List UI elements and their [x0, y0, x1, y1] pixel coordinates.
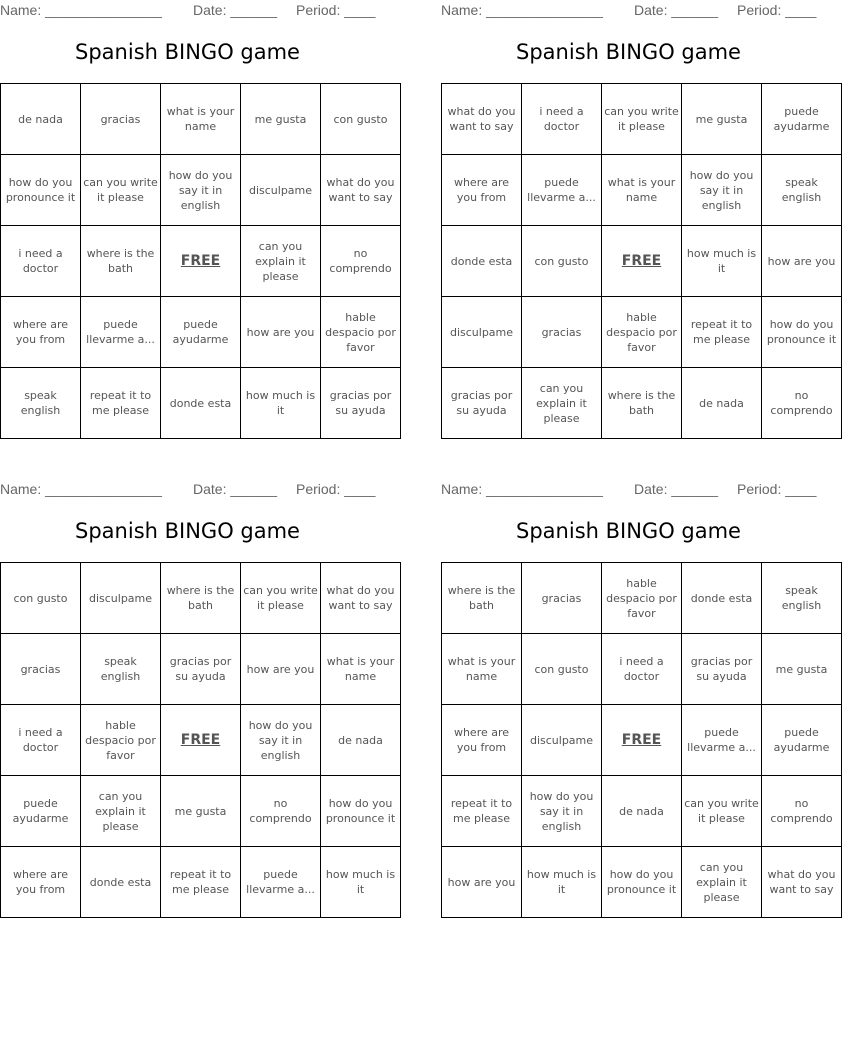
- bingo-cell: what do you want to say: [442, 84, 522, 155]
- grid-row: [1, 705, 401, 776]
- bingo-cell: puede llevarme a...: [241, 847, 321, 918]
- bingo-cell: con gusto: [321, 84, 401, 155]
- bingo-cell: what is your name: [442, 634, 522, 705]
- card-header: [441, 0, 816, 22]
- period-field: Period: ____: [737, 481, 817, 497]
- bingo-cell: me gusta: [161, 776, 241, 847]
- bingo-cell: what is your name: [161, 84, 241, 155]
- grid-row: [442, 368, 842, 439]
- bingo-cell: hable despacio por favor: [602, 297, 682, 368]
- date-field: Date: ______: [193, 2, 278, 18]
- bingo-cell: me gusta: [682, 84, 762, 155]
- grid-row: [1, 776, 401, 847]
- bingo-cell: how much is it: [682, 226, 762, 297]
- bingo-cell: i need a doctor: [1, 226, 81, 297]
- bingo-cell: donde esta: [682, 563, 762, 634]
- bingo-cell: me gusta: [762, 634, 842, 705]
- name-field: Name: _______________: [0, 2, 162, 18]
- bingo-cell: how are you: [241, 634, 321, 705]
- bingo-cell: i need a doctor: [522, 84, 602, 155]
- bingo-cell: disculpame: [241, 155, 321, 226]
- bingo-cell: repeat it to me please: [682, 297, 762, 368]
- bingo-cell: how do you say it in english: [682, 155, 762, 226]
- bingo-cell: where are you from: [442, 705, 522, 776]
- grid-row: [1, 847, 401, 918]
- bingo-cell: what is your name: [602, 155, 682, 226]
- grid-row: [442, 155, 842, 226]
- bingo-cell: how do you say it in english: [161, 155, 241, 226]
- bingo-cell: no comprendo: [321, 226, 401, 297]
- bingo-cell: gracias por su ayuda: [161, 634, 241, 705]
- grid-row: [1, 226, 401, 297]
- bingo-cell: con gusto: [522, 226, 602, 297]
- bingo-cell: what do you want to say: [321, 563, 401, 634]
- date-field: Date: ______: [193, 481, 278, 497]
- bingo-cell: can you write it please: [81, 155, 161, 226]
- bingo-cell: what do you want to say: [321, 155, 401, 226]
- bingo-cell: how much is it: [522, 847, 602, 918]
- bingo-cell: de nada: [1, 84, 81, 155]
- bingo-cell: i need a doctor: [1, 705, 81, 776]
- bingo-cell: can you write it please: [241, 563, 321, 634]
- bingo-cell: how do you pronounce it: [1, 155, 81, 226]
- free-space-cell: FREE: [161, 226, 241, 297]
- bingo-cell: disculpame: [81, 563, 161, 634]
- period-field: Period: ____: [296, 2, 376, 18]
- card-header: [441, 479, 816, 501]
- bingo-cell: no comprendo: [241, 776, 321, 847]
- bingo-cell: how do you pronounce it: [602, 847, 682, 918]
- period-field: Period: ____: [296, 481, 376, 497]
- bingo-cell: de nada: [682, 368, 762, 439]
- bingo-cell: i need a doctor: [602, 634, 682, 705]
- bingo-cell: donde esta: [81, 847, 161, 918]
- bingo-cell: donde esta: [161, 368, 241, 439]
- bingo-cell: gracias: [522, 297, 602, 368]
- bingo-cell: what do you want to say: [762, 847, 842, 918]
- grid-row: [442, 84, 842, 155]
- bingo-cell: con gusto: [522, 634, 602, 705]
- card-title: Spanish BINGO game: [516, 40, 741, 64]
- bingo-cell: how much is it: [241, 368, 321, 439]
- bingo-cell: hable despacio por favor: [321, 297, 401, 368]
- bingo-cell: disculpame: [442, 297, 522, 368]
- bingo-cell: how much is it: [321, 847, 401, 918]
- bingo-cell: how are you: [241, 297, 321, 368]
- free-space-cell: FREE: [602, 226, 682, 297]
- bingo-cell: speak english: [1, 368, 81, 439]
- bingo-cell: me gusta: [241, 84, 321, 155]
- bingo-cell: where are you from: [1, 297, 81, 368]
- grid-row: [442, 563, 842, 634]
- bingo-cell: can you write it please: [682, 776, 762, 847]
- bingo-cell: how do you pronounce it: [321, 776, 401, 847]
- bingo-cell: donde esta: [442, 226, 522, 297]
- period-field: Period: ____: [737, 2, 817, 18]
- bingo-cell: how are you: [442, 847, 522, 918]
- bingo-cell: puede ayudarme: [161, 297, 241, 368]
- bingo-cell: speak english: [762, 563, 842, 634]
- bingo-cell: puede llevarme a...: [682, 705, 762, 776]
- bingo-cell: puede llevarme a...: [81, 297, 161, 368]
- grid-row: [1, 84, 401, 155]
- grid-row: [442, 297, 842, 368]
- grid-row: [442, 705, 842, 776]
- bingo-grid: [441, 83, 842, 439]
- free-space-cell: FREE: [161, 705, 241, 776]
- bingo-cell: gracias: [81, 84, 161, 155]
- grid-row: [1, 155, 401, 226]
- name-field: Name: _______________: [441, 2, 603, 18]
- bingo-cell: repeat it to me please: [161, 847, 241, 918]
- bingo-cell: how do you pronounce it: [762, 297, 842, 368]
- bingo-cell: gracias: [522, 563, 602, 634]
- bingo-cell: de nada: [321, 705, 401, 776]
- bingo-cell: where is the bath: [442, 563, 522, 634]
- bingo-cell: where is the bath: [81, 226, 161, 297]
- bingo-cell: no comprendo: [762, 368, 842, 439]
- bingo-cell: speak english: [81, 634, 161, 705]
- bingo-cell: puede llevarme a...: [522, 155, 602, 226]
- bingo-cell: where are you from: [1, 847, 81, 918]
- bingo-cell: disculpame: [522, 705, 602, 776]
- card-header: [0, 479, 375, 501]
- name-field: Name: _______________: [0, 481, 162, 497]
- grid-row: [442, 634, 842, 705]
- bingo-cell: gracias: [1, 634, 81, 705]
- bingo-cell: gracias por su ayuda: [442, 368, 522, 439]
- bingo-cell: puede ayudarme: [762, 705, 842, 776]
- card-title: Spanish BINGO game: [516, 519, 741, 543]
- card-title: Spanish BINGO game: [75, 40, 300, 64]
- bingo-cell: de nada: [602, 776, 682, 847]
- card-header: [0, 0, 375, 22]
- bingo-cell: speak english: [762, 155, 842, 226]
- bingo-cell: what is your name: [321, 634, 401, 705]
- grid-row: [1, 297, 401, 368]
- bingo-cell: puede ayudarme: [1, 776, 81, 847]
- bingo-cell: gracias por su ayuda: [321, 368, 401, 439]
- bingo-cell: puede ayudarme: [762, 84, 842, 155]
- grid-row: [442, 847, 842, 918]
- bingo-cell: gracias por su ayuda: [682, 634, 762, 705]
- bingo-cell: how do you say it in english: [522, 776, 602, 847]
- bingo-grid: [0, 562, 401, 918]
- date-field: Date: ______: [634, 481, 719, 497]
- bingo-cell: where is the bath: [161, 563, 241, 634]
- bingo-cell: no comprendo: [762, 776, 842, 847]
- bingo-cell: can you explain it please: [522, 368, 602, 439]
- bingo-cell: can you explain it please: [241, 226, 321, 297]
- bingo-cell: where is the bath: [602, 368, 682, 439]
- bingo-cell: repeat it to me please: [81, 368, 161, 439]
- bingo-cell: how are you: [762, 226, 842, 297]
- grid-row: [1, 563, 401, 634]
- bingo-cell: hable despacio por favor: [602, 563, 682, 634]
- bingo-grid: [441, 562, 842, 918]
- free-space-cell: FREE: [602, 705, 682, 776]
- bingo-cell: can you write it please: [602, 84, 682, 155]
- bingo-cell: hable despacio por favor: [81, 705, 161, 776]
- grid-row: [442, 226, 842, 297]
- bingo-cell: can you explain it please: [682, 847, 762, 918]
- bingo-cell: can you explain it please: [81, 776, 161, 847]
- bingo-cell: con gusto: [1, 563, 81, 634]
- bingo-cell: where are you from: [442, 155, 522, 226]
- grid-row: [1, 368, 401, 439]
- grid-row: [1, 634, 401, 705]
- bingo-cell: how do you say it in english: [241, 705, 321, 776]
- date-field: Date: ______: [634, 2, 719, 18]
- bingo-grid: [0, 83, 401, 439]
- grid-row: [442, 776, 842, 847]
- card-title: Spanish BINGO game: [75, 519, 300, 543]
- name-field: Name: _______________: [441, 481, 603, 497]
- bingo-cell: repeat it to me please: [442, 776, 522, 847]
